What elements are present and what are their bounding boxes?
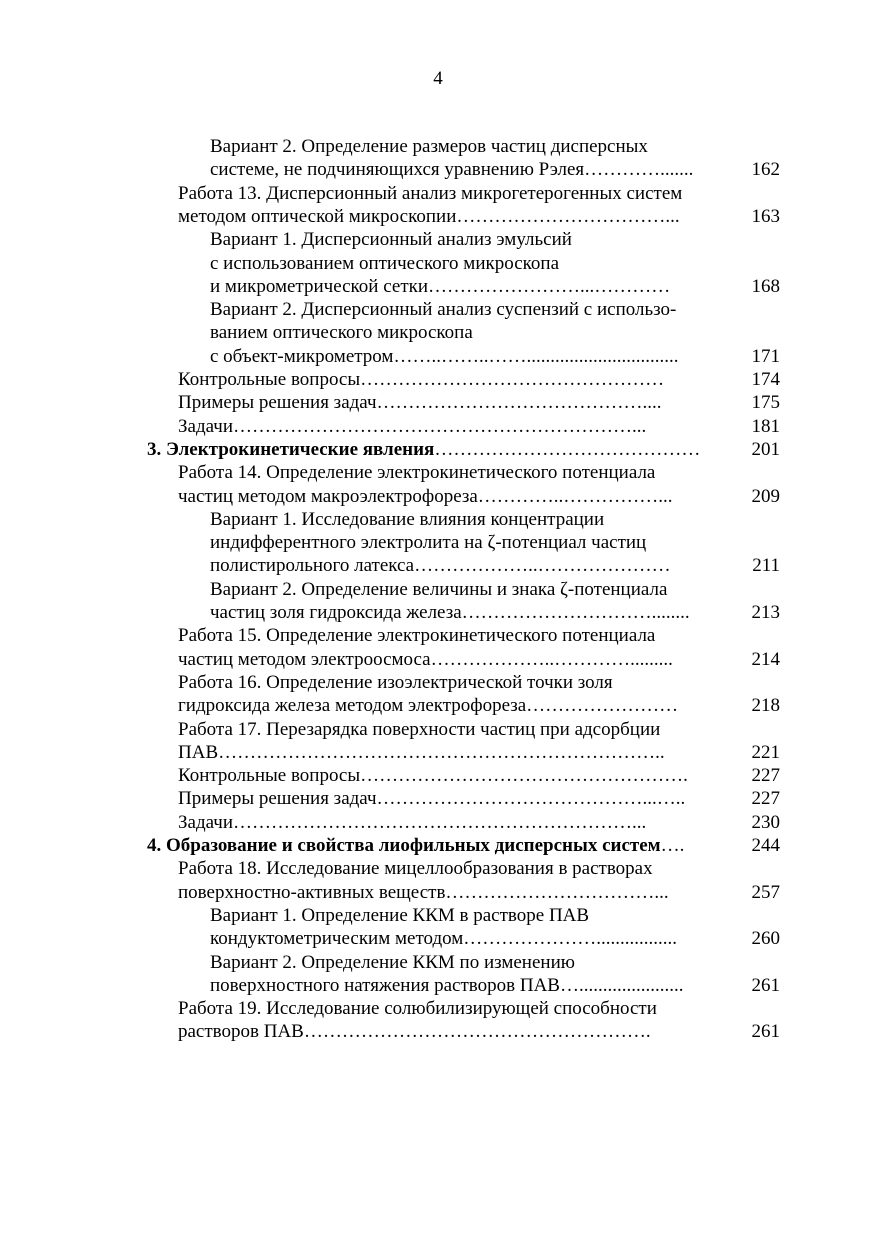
toc-leader-dots: …. xyxy=(660,835,685,856)
toc-entry-line: Работа 17. Перезарядка поверхности частиц при адсорбции xyxy=(178,718,661,740)
toc-page-number: 261 xyxy=(751,1021,780,1043)
toc-entry-line: Работа 13. Дисперсионный анализ микрогетерогенных систем xyxy=(178,182,683,204)
toc-entry-line: поверхностного натяжения растворов ПАВ…...................... xyxy=(210,974,684,996)
toc-entry-line: кондуктометрическим методом…………………................. xyxy=(210,928,678,950)
toc-page-number: 171 xyxy=(751,345,780,367)
toc-page-number: 213 xyxy=(751,602,780,623)
toc-entry-line: Работа 19. Исследование солюбилизирующей способности xyxy=(178,998,657,1020)
toc-page-number: 244 xyxy=(751,835,780,856)
toc-entry-line: Вариант 2. Определение величины и знака ζ-потенциала xyxy=(210,578,668,600)
toc-entry-line: Контрольные вопросы………………………………………… xyxy=(178,369,665,390)
toc-page-number: 218 xyxy=(751,695,780,717)
toc-entry-line: Вариант 2. Дисперсионный анализ суспензий с использо- xyxy=(210,299,677,321)
toc-entry-line: частиц методом макроэлектрофореза…………..……………... xyxy=(178,485,673,507)
toc-entry-line: Задачи………………………………………………………... xyxy=(178,415,647,437)
toc-entry-line: Задачи………………………………………………………... xyxy=(178,811,647,833)
toc-entry-line: Примеры решения задач……………………………………...….. xyxy=(178,788,686,810)
toc-entry-line: Вариант 1. Исследование влияния концентрации xyxy=(210,508,605,530)
toc-entry-line: Примеры решения задач…………………………………….... xyxy=(178,392,662,414)
toc-entry-line: поверхностно-активных веществ……………………………... xyxy=(178,881,669,903)
toc-entry-line: индифферентного электролита на ζ-потенциал частиц xyxy=(210,532,647,554)
toc-entry-line: Работа 16. Определение изоэлектрической точки золя xyxy=(178,671,613,693)
toc-entry-line: с использованием оптического микроскопа xyxy=(210,252,560,274)
toc-entry-line: с объект-микрометром……..……..……................................ xyxy=(210,345,679,367)
toc-entry-line: и микрометрической сетки……………………...………… xyxy=(210,275,671,297)
toc-page-number: 162 xyxy=(751,159,780,181)
toc-entry-line: ПАВ…………………………………………………………….. xyxy=(178,741,665,763)
toc-page-number: 230 xyxy=(751,811,780,833)
toc-entry-line: полистирольного латекса………………..………………… xyxy=(210,555,671,577)
toc-page-number: 261 xyxy=(751,974,780,996)
toc-entry-line: Вариант 2. Определение размеров частиц дисперсных xyxy=(210,136,648,157)
page-number: 4 xyxy=(433,68,443,89)
toc-entry-line: 4. Образование и свойства лиофильных дисперсных систем…. xyxy=(147,835,685,856)
toc-entry-line: Работа 15. Определение электрокинетического потенциала xyxy=(178,625,656,647)
toc-page-number: 209 xyxy=(751,485,780,507)
toc-page-number: 181 xyxy=(751,415,780,437)
toc-leader-dots: …………………………………… xyxy=(434,438,701,460)
toc-page-number: 163 xyxy=(751,205,780,227)
toc-entry-line: ванием оптического микроскопа xyxy=(210,322,473,344)
toc-page-number: 168 xyxy=(751,275,780,297)
toc-page-number: 257 xyxy=(751,881,780,903)
toc-entry-line: системе, не подчиняющихся уравнению Рэлея…………....... xyxy=(210,159,694,181)
toc-page-number: 260 xyxy=(751,928,780,950)
toc-page-number: 214 xyxy=(751,648,780,670)
toc-entry-line: гидроксида железа методом электрофореза…………………… xyxy=(178,695,679,717)
toc-page-number: 175 xyxy=(751,392,780,414)
toc-page-number: 227 xyxy=(751,788,780,810)
toc-page-number: 201 xyxy=(751,438,780,460)
toc-entry-line: Вариант 2. Определение ККМ по изменению xyxy=(210,951,575,973)
toc-entry-line: Вариант 1. Дисперсионный анализ эмульсий xyxy=(210,229,572,251)
toc-entry-line: Работа 18. Исследование мицеллообразования в растворах xyxy=(178,858,653,880)
toc-entry-line: частиц золя гидроксида железа…………………………........ xyxy=(210,602,690,623)
toc-entry-line: Контрольные вопросы……………………………………………. xyxy=(178,765,688,787)
toc-entry-line: методом оптической микроскопии……………………………... xyxy=(178,205,680,227)
toc-page-number: 221 xyxy=(751,741,780,763)
toc-entry-line: Вариант 1. Определение ККМ в растворе ПАВ xyxy=(210,904,590,926)
toc-entry-line: 3. Электрокинетические явления…………………………………… xyxy=(147,438,701,460)
toc-entry-line: частиц методом электроосмоса………………..…………......... xyxy=(178,648,673,670)
toc-page-number: 227 xyxy=(751,765,780,787)
toc-page-number: 211 xyxy=(752,555,780,577)
toc-entry-line: растворов ПАВ………………………………………………. xyxy=(178,1021,651,1043)
toc-page-number: 174 xyxy=(751,369,780,390)
toc-entry-line: Работа 14. Определение электрокинетического потенциала xyxy=(178,462,656,484)
